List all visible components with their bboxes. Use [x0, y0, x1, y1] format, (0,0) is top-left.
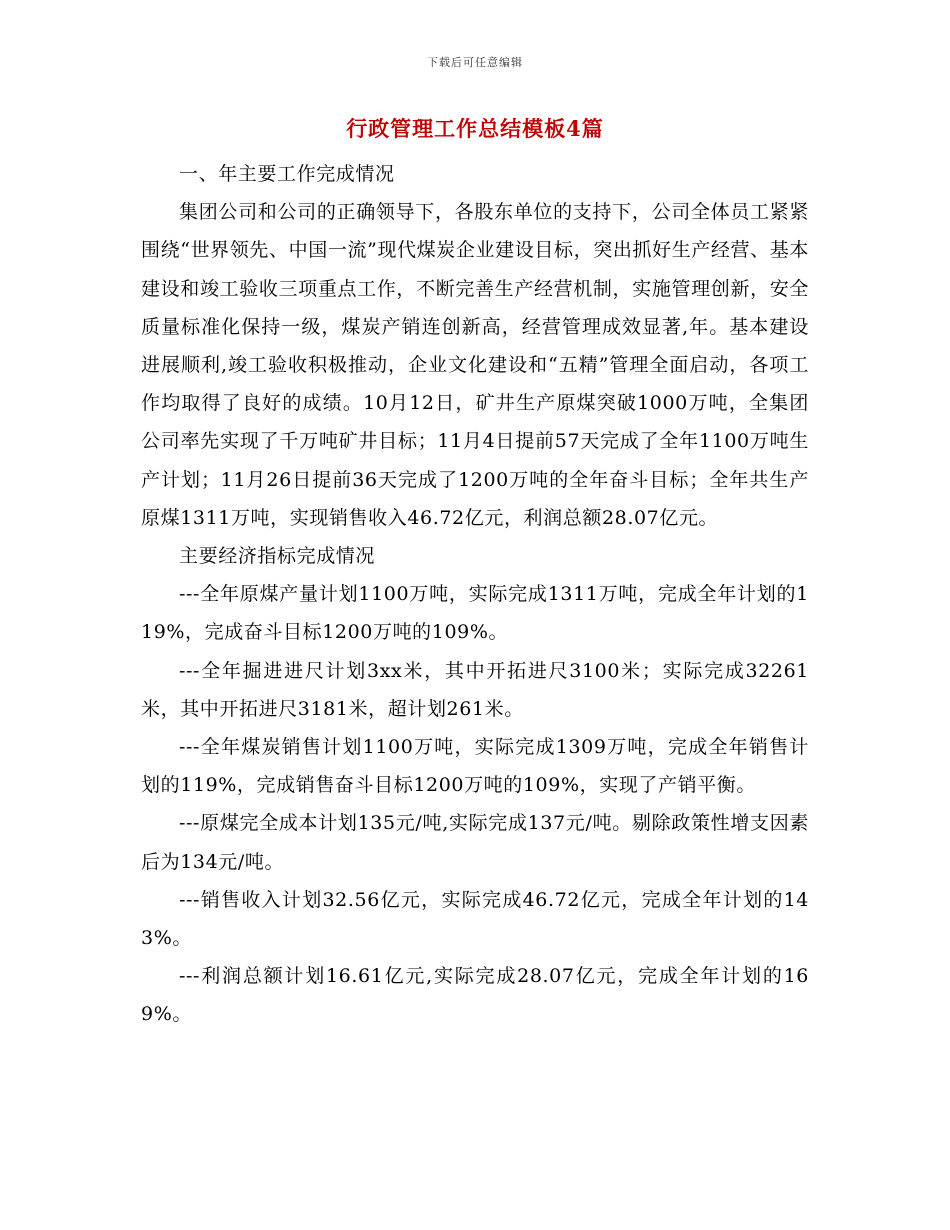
document-body [141, 155, 809, 1034]
document-title: 行政管理工作总结模板4篇 [346, 116, 604, 141]
indicator-item: ---全年掘进进尺计划3xx米，其中开拓进尺3100米；实际完成32261米，其中开拓进尺3181米，超计划261米。 [141, 659, 809, 720]
header-note: 下载后可任意编辑 [427, 56, 523, 69]
subsection-heading: 主要经济指标完成情况 [179, 545, 376, 568]
body-paragraph: 集团公司和公司的正确领导下，各股东单位的支持下，公司全体员工紧紧围绕“世界领先、中国一流”现代煤炭企业建设目标，突出抓好生产经营、基本建设和竣工验收三项重点工作，不断完善生产经营机制，实施管理创新，安全质量标准化保持一级，煤炭产销连创新高，经营管理成效显著,年。基本建设进展顺利,竣工验收积极推动，企业文化建设和“五精”管理全面启动，各项工作均取得了良好的成绩。10月12日，矿井生产原煤突破1000万吨，全集团公司率先实现了千万吨矿井目标；11月4日提前57天完成了全年1100万吨生产计划；11月26日提前36天完成了1200万吨的全年奋斗目标；全年共生产原煤1311万吨，实现销售收入46.72亿元，利润总额28.07亿元。 [141, 201, 809, 529]
indicator-item: ---销售收入计划32.56亿元，实际完成46.72亿元，完成全年计划的143%。 [141, 888, 809, 950]
indicator-item: ---利润总额计划16.61亿元,实际完成28.07亿元，完成全年计划的169%。 [141, 965, 809, 1026]
indicator-item: ---全年煤炭销售计划1100万吨，实际完成1309万吨，完成全年销售计划的119%，完成销售奋斗目标1200万吨的109%，实现了产销平衡。 [141, 736, 809, 797]
indicator-item: ---全年原煤产量计划1100万吨，实际完成1311万吨，完成全年计划的119%，完成奋斗目标1200万吨的109%。 [141, 583, 809, 644]
section-heading: 一、年主要工作完成情况 [179, 163, 395, 185]
indicator-item: ---原煤完全成本计划135元/吨,实际完成137元/吨。剔除政策性增支因素后为134元/吨。 [141, 812, 809, 873]
